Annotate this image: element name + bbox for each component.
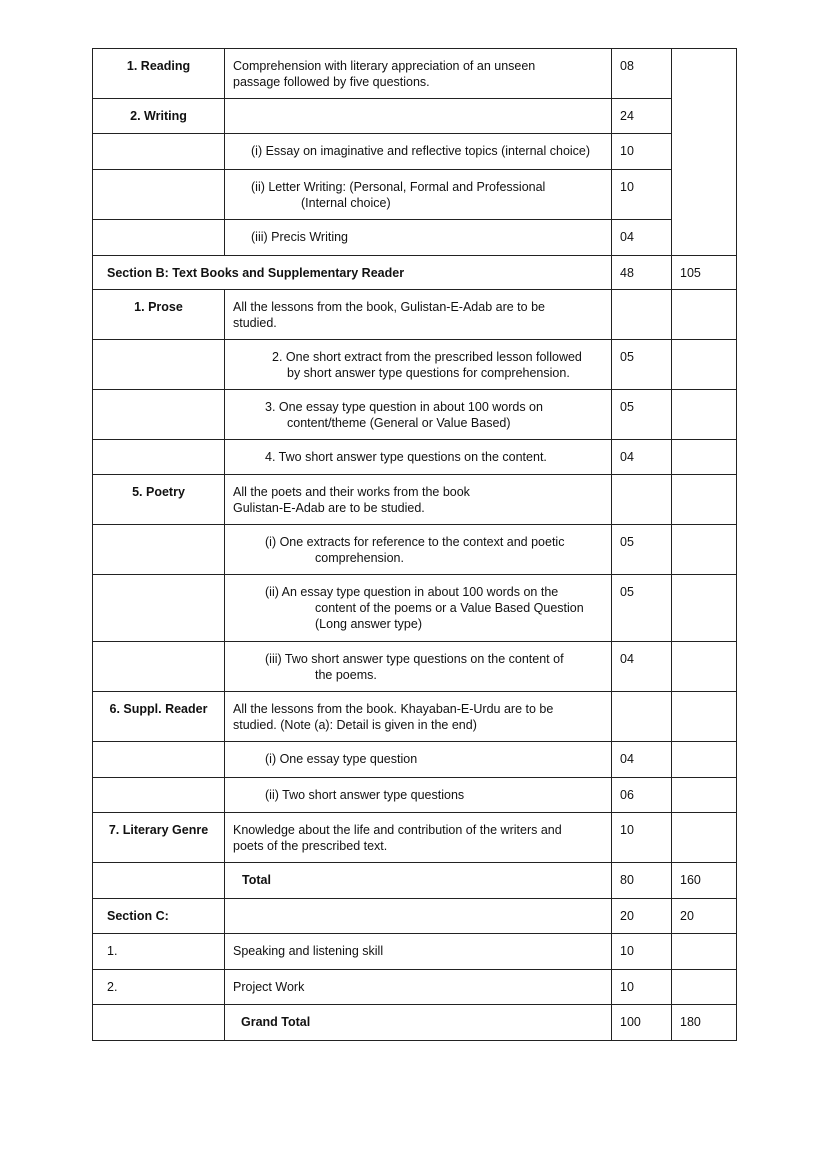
total-marks-cell bbox=[672, 440, 737, 475]
section-label: 1. Prose bbox=[93, 290, 225, 340]
table-row bbox=[93, 475, 737, 525]
section-label: 5. Poetry bbox=[93, 475, 225, 525]
total-marks-cell bbox=[672, 642, 737, 692]
section-label bbox=[93, 642, 225, 692]
table-row bbox=[93, 778, 737, 813]
section-label bbox=[93, 742, 225, 778]
description-line: (Long answer type) bbox=[315, 617, 423, 631]
table-row bbox=[93, 525, 737, 575]
description-line: Gulistan-E-Adab are to be studied. bbox=[233, 501, 425, 515]
section-label bbox=[93, 170, 225, 220]
total-marks-cell bbox=[672, 340, 737, 390]
description-line: All the lessons from the book, Gulistan-E-Adab are to be bbox=[233, 300, 545, 314]
section-description: Project Work bbox=[225, 970, 612, 1005]
table-row bbox=[93, 220, 737, 256]
grand-total-label: Grand Total bbox=[225, 1005, 612, 1041]
section-label bbox=[93, 525, 225, 575]
table-row bbox=[93, 290, 737, 340]
description-line: (ii) An essay type question in about 100 words on the bbox=[265, 585, 559, 599]
marks-cell: 04 bbox=[612, 642, 672, 692]
total-marks-cell bbox=[672, 290, 737, 340]
description-line: studied. (Note (a): Detail is given in the end) bbox=[233, 718, 477, 732]
description-line: poets of the prescribed text. bbox=[233, 839, 388, 853]
marks-cell: 05 bbox=[612, 575, 672, 642]
total-marks-cell bbox=[672, 525, 737, 575]
description-line: (ii) Letter Writing: (Personal, Formal and Professional bbox=[251, 180, 546, 194]
marks-cell bbox=[612, 475, 672, 525]
section-description bbox=[225, 575, 612, 642]
section-description bbox=[225, 170, 612, 220]
description-line: Comprehension with literary appreciation of an unseen bbox=[233, 59, 536, 73]
section-label: 7. Literary Genre bbox=[93, 813, 225, 863]
marks-cell: 80 bbox=[612, 863, 672, 899]
total-marks-cell bbox=[672, 813, 737, 863]
section-label bbox=[93, 575, 225, 642]
description-line: by short answer type questions for comprehension. bbox=[287, 366, 570, 380]
table-row bbox=[93, 863, 737, 899]
section-label bbox=[93, 863, 225, 899]
section-description bbox=[225, 642, 612, 692]
table-row bbox=[93, 813, 737, 863]
table-row bbox=[93, 934, 737, 970]
section-description: Speaking and listening skill bbox=[225, 934, 612, 970]
table-row bbox=[93, 99, 737, 134]
section-heading: Section C: bbox=[93, 899, 225, 934]
total-marks-cell: 105 bbox=[672, 256, 737, 290]
total-marks-cell bbox=[672, 778, 737, 813]
section-description bbox=[225, 99, 612, 134]
total-marks-cell bbox=[672, 390, 737, 440]
table-row bbox=[93, 440, 737, 475]
description-line: (Internal choice) bbox=[301, 196, 391, 210]
section-description bbox=[225, 813, 612, 863]
table-row bbox=[93, 49, 737, 99]
table-row bbox=[93, 899, 737, 934]
total-label: Total bbox=[225, 863, 612, 899]
marks-cell bbox=[612, 692, 672, 742]
description-line: Knowledge about the life and contribution of the writers and bbox=[233, 823, 562, 837]
section-description: 4. Two short answer type questions on the content. bbox=[225, 440, 612, 475]
table-row bbox=[93, 1005, 737, 1041]
total-marks-cell bbox=[672, 742, 737, 778]
section-description: (i) One essay type question bbox=[225, 742, 612, 778]
section-label bbox=[93, 778, 225, 813]
marks-cell: 08 bbox=[612, 49, 672, 99]
table-row bbox=[93, 575, 737, 642]
marks-cell: 05 bbox=[612, 525, 672, 575]
marks-cell: 10 bbox=[612, 170, 672, 220]
section-label bbox=[93, 390, 225, 440]
section-description: (iii) Precis Writing bbox=[225, 220, 612, 256]
total-marks-cell bbox=[672, 49, 737, 256]
description-line: 3. One essay type question in about 100 words on bbox=[265, 400, 543, 414]
section-label: 2. bbox=[93, 970, 225, 1005]
marks-cell: 10 bbox=[612, 813, 672, 863]
description-line: comprehension. bbox=[315, 551, 404, 565]
section-label bbox=[93, 134, 225, 170]
marks-cell: 05 bbox=[612, 390, 672, 440]
section-description: (ii) Two short answer type questions bbox=[225, 778, 612, 813]
marks-cell: 04 bbox=[612, 220, 672, 256]
total-marks-cell: 20 bbox=[672, 899, 737, 934]
section-label bbox=[93, 1005, 225, 1041]
description-line: 2. One short extract from the prescribed lesson followed bbox=[272, 350, 582, 364]
marks-cell bbox=[612, 290, 672, 340]
total-marks-cell: 180 bbox=[672, 1005, 737, 1041]
description-line: content of the poems or a Value Based Question bbox=[315, 601, 584, 615]
table-row bbox=[93, 340, 737, 390]
section-label bbox=[93, 220, 225, 256]
marks-cell: 10 bbox=[612, 934, 672, 970]
table-row bbox=[93, 134, 737, 170]
marks-cell: 10 bbox=[612, 134, 672, 170]
section-label: 2. Writing bbox=[93, 99, 225, 134]
section-description bbox=[225, 340, 612, 390]
table-row bbox=[93, 256, 737, 290]
section-description bbox=[225, 525, 612, 575]
total-marks-cell bbox=[672, 970, 737, 1005]
description-line: content/theme (General or Value Based) bbox=[287, 416, 511, 430]
section-description bbox=[225, 49, 612, 99]
table-row bbox=[93, 742, 737, 778]
syllabus-table bbox=[92, 48, 737, 1041]
total-marks-cell bbox=[672, 475, 737, 525]
section-heading: Section B: Text Books and Supplementary Reader bbox=[93, 256, 612, 290]
total-marks-cell: 160 bbox=[672, 863, 737, 899]
description-line: All the poets and their works from the book bbox=[233, 485, 470, 499]
description-line: (i) One extracts for reference to the context and poetic bbox=[265, 535, 565, 549]
marks-cell: 100 bbox=[612, 1005, 672, 1041]
table-row bbox=[93, 692, 737, 742]
section-description bbox=[225, 290, 612, 340]
marks-cell: 24 bbox=[612, 99, 672, 134]
table-row bbox=[93, 642, 737, 692]
total-marks-cell bbox=[672, 575, 737, 642]
section-description bbox=[225, 899, 612, 934]
marks-cell: 05 bbox=[612, 340, 672, 390]
marks-cell: 06 bbox=[612, 778, 672, 813]
marks-cell: 04 bbox=[612, 440, 672, 475]
total-marks-cell bbox=[672, 934, 737, 970]
section-description bbox=[225, 692, 612, 742]
table-row bbox=[93, 970, 737, 1005]
description-line: studied. bbox=[233, 316, 277, 330]
section-label bbox=[93, 340, 225, 390]
section-label: 6. Suppl. Reader bbox=[93, 692, 225, 742]
description-line: All the lessons from the book. Khayaban-E-Urdu are to be bbox=[233, 702, 554, 716]
section-label bbox=[93, 440, 225, 475]
marks-cell: 10 bbox=[612, 970, 672, 1005]
description-line: (iii) Two short answer type questions on the content of bbox=[265, 652, 564, 666]
section-label: 1. bbox=[93, 934, 225, 970]
description-line: passage followed by five questions. bbox=[233, 75, 430, 89]
table-row bbox=[93, 390, 737, 440]
marks-cell: 20 bbox=[612, 899, 672, 934]
description-line: the poems. bbox=[315, 668, 377, 682]
section-description bbox=[225, 390, 612, 440]
section-description bbox=[225, 475, 612, 525]
section-description: (i) Essay on imaginative and reflective topics (internal choice) bbox=[225, 134, 612, 170]
marks-cell: 48 bbox=[612, 256, 672, 290]
total-marks-cell bbox=[672, 692, 737, 742]
marks-cell: 04 bbox=[612, 742, 672, 778]
section-label: 1. Reading bbox=[93, 49, 225, 99]
table-row bbox=[93, 170, 737, 220]
